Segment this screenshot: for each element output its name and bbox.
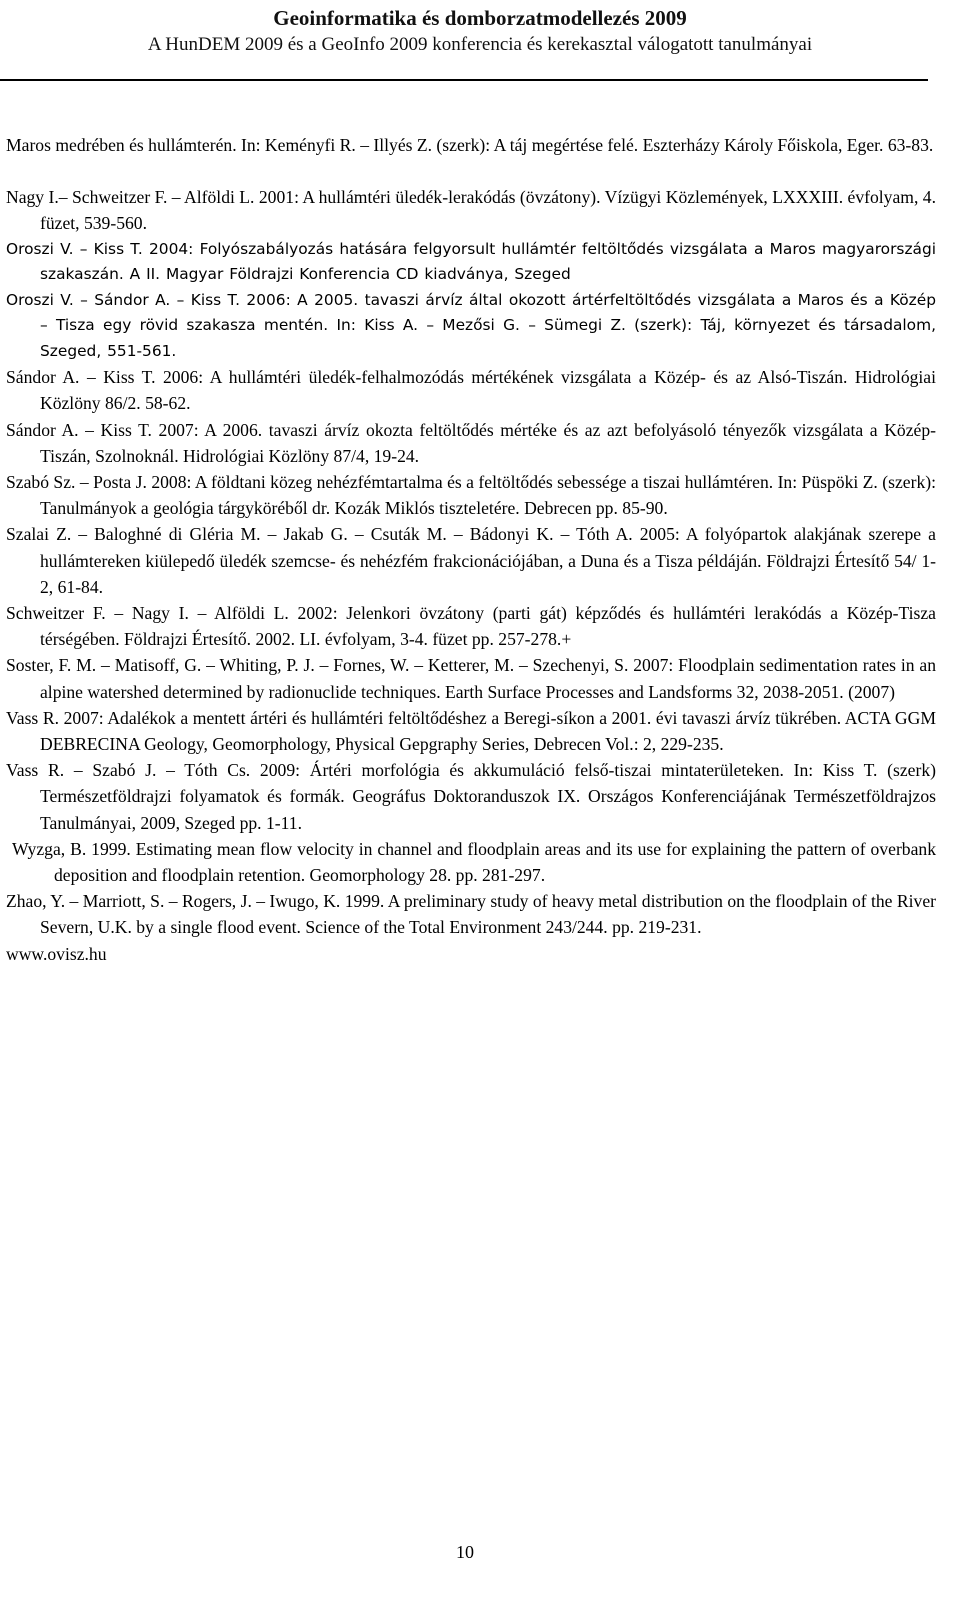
header-subtitle: A HunDEM 2009 és a GeoInfo 2009 konferencia és kerekasztal válogatott tanulmányai (147, 34, 813, 55)
reference-item: Soster, F. M. – Matisoff, G. – Whiting, P. J. – Fornes, W. – Ketterer, M. – Szechenyi, S. 2007: Floodplain sedimentation rates in an alpine watershed determined by radionuclide techniques. Earth Surface Processes and Landsforms 32, 2038-2051. (2007) (6, 655, 936, 702)
reference-item: Maros medrében és hullámterén. In: Keményfi R. – Illyés Z. (szerk): A táj megértése felé. Eszterházy Károly Főiskola, Eger. 63-83. (6, 135, 934, 155)
reference-item: Oroszi V. – Sándor A. – Kiss T. 2006: A 2005. tavaszi árvíz által okozott ártérfeltöltődés vizsgálata a Maros és a Közép – Tisza egy rövid szakasza mentén. In: Kiss A. – Mezősi G. – Sümegi Z. (szerk): Táj, környezet és társadalom, Szeged, 551-561. (6, 290, 936, 360)
header-rule (0, 79, 928, 81)
page-number: 10 (456, 1542, 474, 1562)
reference-item: Sándor A. – Kiss T. 2007: A 2006. tavaszi árvíz okozta feltöltődés mértéke és az azt befolyásoló tényezők vizsgálata a Közép-Tiszán, Szolnoknál. Hidrológiai Közlöny 87/4, 19-24. (6, 419, 936, 466)
reference-item: Vass R. – Szabó J. – Tóth Cs. 2009: Ártéri morfológia és akkumuláció felső-tiszai mintaterületeken. In: Kiss T. (szerk) Természetföldrajzi folyamatok és formák. Geográfus Doktoranduszok IX. Országos Konferenciájának Természetföldrajzos Tanulmányai, 2009, Szeged pp. 1-11. (6, 760, 936, 833)
reference-item: Oroszi V. – Kiss T. 2004: Folyószabályozás hatására felgyorsult hullámtér feltöltődés vizsgálata a Maros magyarországi szakaszán. A II. Magyar Földrajzi Konferencia CD kiadványa, Szeged (6, 239, 936, 284)
reference-item: Zhao, Y. – Marriott, S. – Rogers, J. – Iwugo, K. 1999. A preliminary study of heavy metal distribution on the floodplain of the River Severn, U.K. by a single flood event. Science of the Total Environment 243/244. pp. 219-231. (6, 891, 936, 938)
website-link[interactable]: www.ovisz.hu (6, 943, 107, 964)
reference-item: Wyzga, B. 1999. Estimating mean flow velocity in channel and floodplain areas and its use for explaining the pattern of overbank deposition and floodplain retention. Geomorphology 28. pp. 281-297. (12, 838, 936, 885)
reference-item: Vass R. 2007: Adalékok a mentett ártéri és hullámtéri feltöltődéshez a Beregi-síkon a 2001. évi tavaszi árvíz tükrében. ACTA GGM DEBRECINA Geology, Geomorphology, Physical Gepgraphy Series, Debrecen Vol.: 2, 229-235. (6, 707, 936, 754)
running-header (0, 4, 960, 58)
reference-item: Szalai Z. – Baloghné di Gléria M. – Jakab G. – Csuták M. – Bádonyi K. – Tóth A. 2005: A folyópartok alakjának szerepe a hullámtereken kiülepedő üledék szemcse- és nehézfém frakcionációjában, a Duna és a Tisza példáján. Földrajzi Értesítő 54/ 1-2, 61-84. (6, 524, 936, 597)
reference-list (6, 132, 936, 967)
reference-item: Szabó Sz. – Posta J. 2008: A földtani közeg nehézfémtartalma és a feltöltődés sebessége a tiszai hullámtéren. In: Püspöki Z. (szerk): Tanulmányok a geológia tárgyköréből dr. Kozák Miklós tiszteletére. Debrecen pp. 85-90. (6, 471, 936, 519)
reference-item: Schweitzer F. – Nagy I. – Alföldi L. 2002: Jelenkori övzátony (parti gát) képződés és hullámtéri lerakódás a Közép-Tisza térségében. Földrajzi Értesítő. 2002. LI. évfolyam, 3-4. füzet pp. 257-278.+ (6, 602, 936, 650)
reference-item: Nagy I.– Schweitzer F. – Alföldi L. 2001: A hullámtéri üledék-lerakódás (övzátony). Vízügyi Közlemények, LXXXIII. évfolyam, 4. füzet, 539-560. (6, 187, 936, 234)
header-title: Geoinformatika és domborzatmodellezés 2009 (273, 6, 687, 30)
reference-item: Sándor A. – Kiss T. 2006: A hullámtéri üledék-felhalmozódás mértékének vizsgálata a Közép- és az Alsó-Tiszán. Hidrológiai Közlöny 86/2. 58-62. (6, 367, 936, 414)
